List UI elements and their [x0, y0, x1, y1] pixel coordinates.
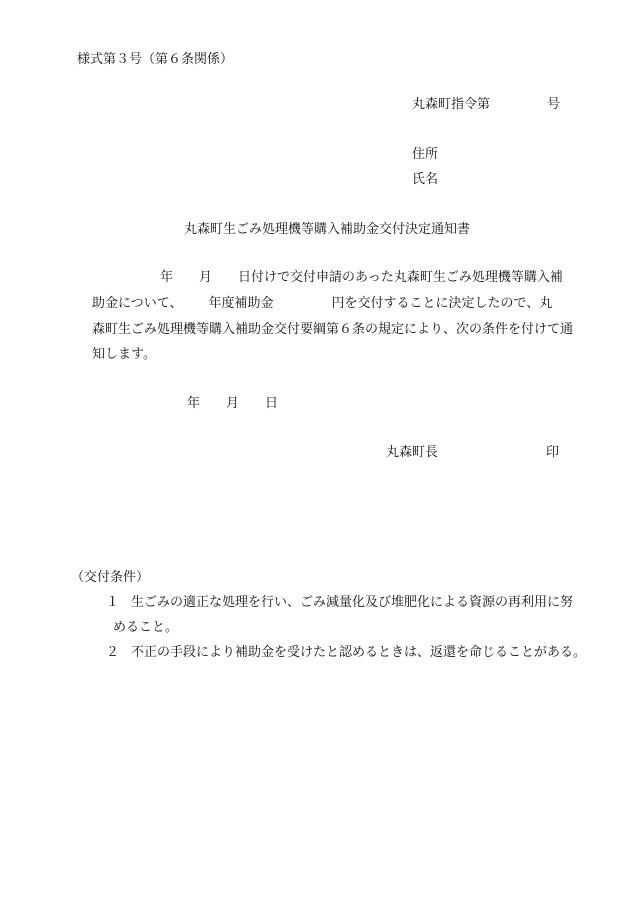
condition-2-number: ２ [106, 645, 120, 660]
application-month-label: 月 [199, 270, 213, 285]
document-number-prefix: 丸森町指令第 [412, 97, 491, 112]
seal-mark: 印 [546, 445, 560, 460]
document-number-suffix: 号 [547, 97, 561, 112]
form-number: 様式第３号（第６条関係） [77, 52, 234, 67]
body-line-3: 森町生ごみ処理機等購入補助金交付要綱第６条の規定により、次の条件を付けて通 [92, 322, 574, 337]
condition-1-number: １ [106, 595, 120, 610]
body-line-2 [92, 296, 552, 312]
date-year-label: 年 [187, 396, 201, 411]
body-line-1 [92, 270, 563, 286]
application-text: 日付けで交付申請のあった丸森町生ごみ処理機等購入補 [238, 270, 563, 285]
body-line-2-start: 助金について、 [92, 296, 183, 311]
document-number [412, 97, 561, 113]
body-line-2-end: 円を交付することに決定したので、丸 [331, 296, 553, 311]
document-title: 丸森町生ごみ処理機等購入補助金交付決定通知書 [184, 222, 471, 237]
issuer [386, 445, 560, 461]
address-label: 住所 [412, 147, 439, 162]
name-label: 氏名 [412, 172, 439, 187]
application-year-label: 年 [160, 270, 174, 285]
condition-2-text: 不正の手段により補助金を受けたと認めるときは、返還を命じることがある。 [131, 645, 587, 660]
condition-1-text-continued: めること。 [113, 620, 179, 635]
body-line-4: 知します。 [92, 347, 156, 362]
issuer-name: 丸森町長 [386, 445, 439, 460]
fiscal-year-label: 年度補助金 [208, 296, 274, 311]
notice-date [187, 396, 278, 412]
conditions-heading: （交付条件） [71, 570, 150, 585]
date-month-label: 月 [226, 396, 240, 411]
date-day-label: 日 [265, 396, 279, 411]
condition-1-text: 生ごみの適正な処理を行い、ごみ減量化及び堆肥化による資源の再利用に努 [131, 595, 574, 610]
